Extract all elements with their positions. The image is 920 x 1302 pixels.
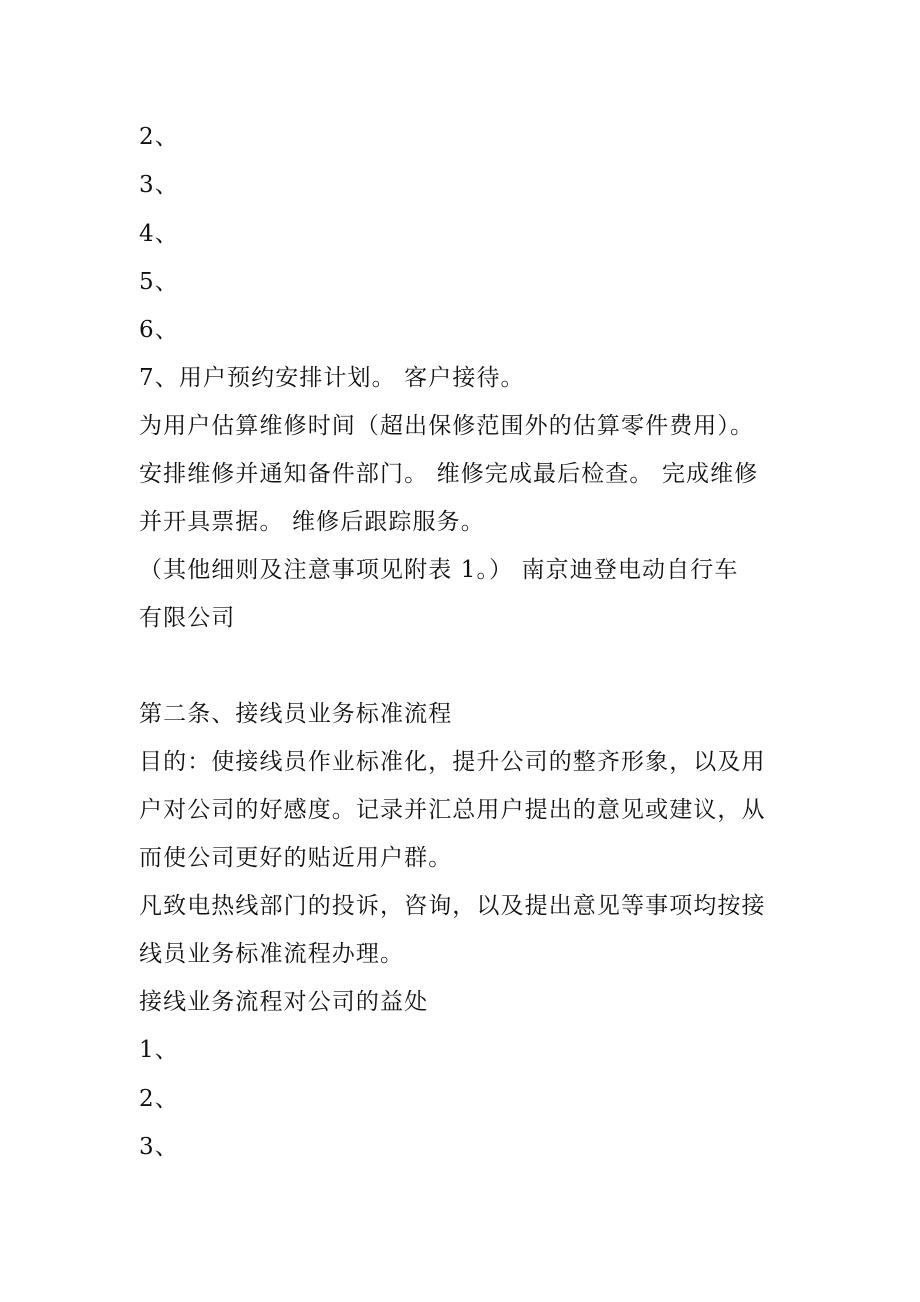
body-line: 户对公司的好感度。记录并汇总用户提出的意见或建议，从 (139, 797, 766, 823)
list-item-4: 4、 (139, 221, 179, 247)
list-item-1: 1、 (139, 1037, 179, 1063)
list-item-3: 3、 (139, 172, 179, 198)
body-line: （其他细则及注意事项见附表 1。） 南京迪登电动自行车 (139, 557, 739, 583)
list-item-3: 3、 (139, 1134, 179, 1160)
body-line: 安排维修并通知备件部门。 维修完成最后检查。 完成维修 (139, 461, 759, 487)
body-line: 目的：使接线员作业标准化，提升公司的整齐形象，以及用 (139, 749, 766, 775)
body-line: 有限公司 (139, 605, 236, 631)
list-item-5: 5、 (139, 269, 179, 295)
body-line: 线员业务标准流程办理。 (139, 941, 405, 967)
list-item-6: 6、 (139, 317, 179, 343)
body-line: 而使公司更好的贴近用户群。 (139, 845, 453, 871)
body-line: 凡致电热线部门的投诉，咨询，以及提出意见等事项均按接 (139, 893, 766, 919)
body-line: 并开具票据。 维修后跟踪服务。 (139, 509, 485, 535)
subheading: 接线业务流程对公司的益处 (139, 989, 429, 1015)
list-item-7: 7、用户预约安排计划。 客户接待。 (139, 365, 525, 391)
list-item-2: 2、 (139, 1086, 179, 1112)
list-item-2: 2、 (139, 124, 179, 150)
section-heading: 第二条、接线员业务标准流程 (139, 701, 453, 727)
body-line: 为用户估算维修时间（超出保修范围外的估算零件费用）。 (139, 413, 755, 439)
